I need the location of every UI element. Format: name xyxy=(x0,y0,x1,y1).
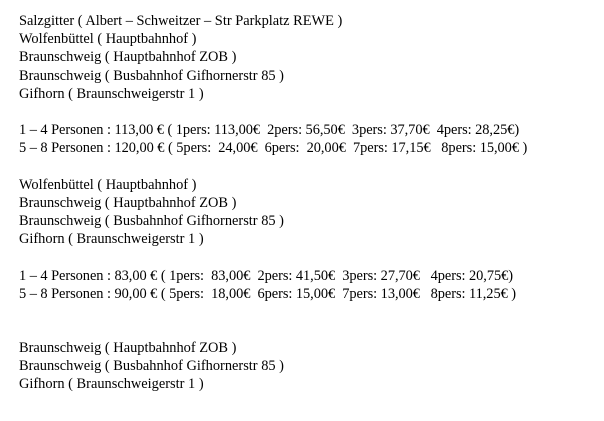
stop-line: Wolfenbüttel ( Hauptbahnhof ) xyxy=(19,176,197,193)
spacer xyxy=(19,303,599,339)
stop-line: Braunschweig ( Hauptbahnhof ZOB ) xyxy=(19,49,237,66)
stop-line: Salzgitter ( Albert – Schweitzer – Str Parkplatz REWE ) xyxy=(19,13,343,29)
route-section-3 xyxy=(19,339,599,394)
price-line: 1 – 4 Personen : 113,00 € ( 1pers: 113,00€ 2pers: 56,50€ 3pers: 37,70€ 4pers: 28,25€) xyxy=(19,122,520,139)
stop-line: Braunschweig ( Busbahnhof Gifhornerstr 85 ) xyxy=(19,358,284,375)
stop-line: Braunschweig ( Busbahnhof Gifhornerstr 85 ) xyxy=(19,213,284,230)
route-section-2 xyxy=(19,176,599,303)
price-line: 5 – 8 Personen : 90,00 € ( 5pers: 18,00€ 6pers: 15,00€ 7pers: 13,00€ 8pers: 11,25€ ) xyxy=(19,285,517,302)
price-line: 1 – 4 Personen : 83,00 € ( 1pers: 83,00€ 2pers: 41,50€ 3pers: 27,70€ 4pers: 20,75€) xyxy=(19,267,514,284)
spacer xyxy=(19,158,599,176)
route-section-1 xyxy=(19,12,599,158)
spacer xyxy=(19,103,599,121)
price-line: 5 – 8 Personen : 120,00 € ( 5pers: 24,00€ 6pers: 20,00€ 7pers: 17,15€ 8pers: 15,00€ ) xyxy=(19,140,528,157)
stop-line: Gifhorn ( Braunschweigerstr 1 ) xyxy=(19,85,204,102)
stop-line: Gifhorn ( Braunschweigerstr 1 ) xyxy=(19,231,204,248)
stop-line: Gifhorn ( Braunschweigerstr 1 ) xyxy=(19,376,204,393)
stop-line: Braunschweig ( Hauptbahnhof ZOB ) xyxy=(19,194,237,211)
stop-line: Braunschweig ( Busbahnhof Gifhornerstr 85 ) xyxy=(19,67,284,84)
stop-line: Braunschweig ( Hauptbahnhof ZOB ) xyxy=(19,340,237,356)
spacer xyxy=(19,248,599,266)
stop-line: Wolfenbüttel ( Hauptbahnhof ) xyxy=(19,31,197,48)
price-list-document xyxy=(19,12,599,394)
